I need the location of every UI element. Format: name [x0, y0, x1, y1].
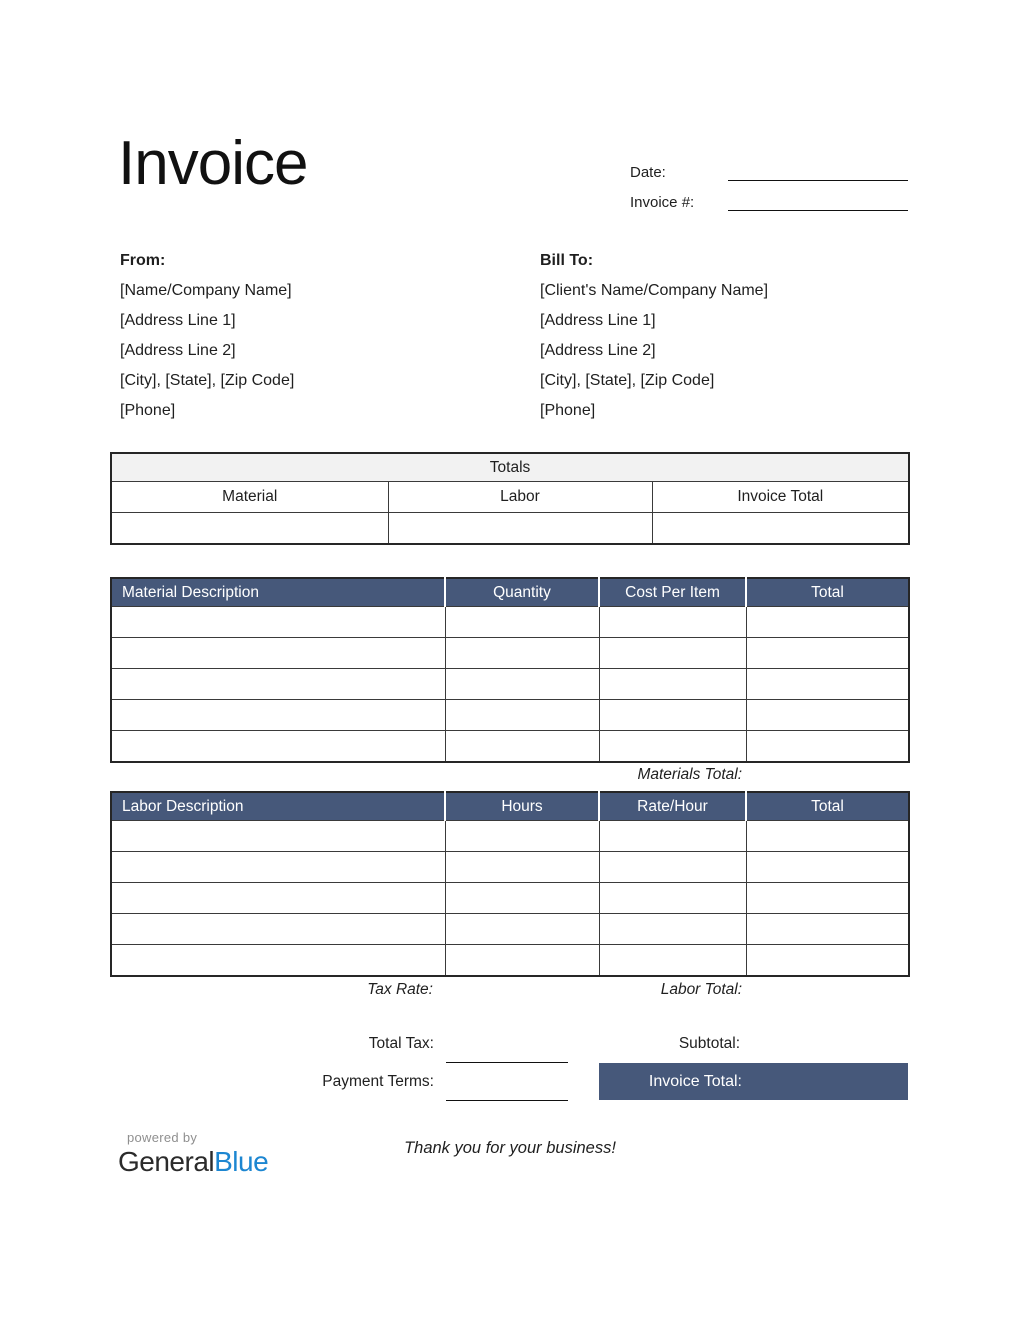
table-cell [445, 607, 599, 638]
totals-col-labor: Labor [388, 482, 652, 513]
date-fill-line [728, 159, 908, 181]
total-tax-fill-line [446, 1040, 568, 1063]
payment-terms-fill-line [446, 1078, 568, 1101]
invoice-number-label: Invoice #: [630, 194, 695, 211]
table-cell [111, 914, 445, 945]
table-cell [599, 945, 746, 977]
from-line: [Address Line 2] [120, 342, 236, 359]
totals-labor-value [388, 513, 652, 545]
from-heading: From: [120, 252, 166, 269]
table-cell [445, 669, 599, 700]
invoice-number-fill-line [728, 189, 908, 211]
table-cell [746, 945, 909, 977]
invoice-total-bar [599, 1063, 908, 1100]
table-cell [445, 945, 599, 977]
date-field [630, 159, 908, 181]
tax-rate-label: Tax Rate: [367, 981, 433, 998]
from-line: [Phone] [120, 402, 176, 419]
bill-to-line: [Client's Name/Company Name] [540, 282, 769, 299]
invoice-total-label: Invoice Total: [648, 1073, 742, 1090]
labor-row [111, 821, 909, 852]
thank-you-text: Thank you for your business! [404, 1139, 616, 1157]
materials-row [111, 607, 909, 638]
labor-row [111, 883, 909, 914]
totals-header-row [111, 482, 909, 513]
materials-col-cost-per-item: Cost Per Item [599, 578, 746, 607]
bill-to-line: [Address Line 1] [540, 312, 656, 329]
labor-col-total: Total [746, 792, 909, 821]
bill-to-heading: Bill To: [540, 252, 594, 269]
table-cell [445, 914, 599, 945]
invoice-number-field [630, 189, 908, 211]
table-cell [445, 638, 599, 669]
labor-total-label: Labor Total: [660, 981, 742, 998]
table-cell [746, 883, 909, 914]
table-cell [746, 731, 909, 763]
bill-to-line: [City], [State], [Zip Code] [540, 372, 715, 389]
table-cell [445, 821, 599, 852]
table-cell [599, 669, 746, 700]
totals-title-row [111, 453, 909, 482]
table-cell [445, 852, 599, 883]
labor-row [111, 914, 909, 945]
table-cell [111, 821, 445, 852]
materials-row [111, 731, 909, 763]
brand-general-text: General [118, 1146, 215, 1177]
materials-col-total: Total [746, 578, 909, 607]
labor-col-rate-per-hour: Rate/Hour [599, 792, 746, 821]
from-section [120, 246, 294, 426]
date-label: Date: [630, 164, 666, 181]
table-cell [111, 669, 445, 700]
table-cell [599, 638, 746, 669]
from-line: [Address Line 1] [120, 312, 236, 329]
table-cell [599, 883, 746, 914]
from-line: [City], [State], [Zip Code] [120, 372, 295, 389]
table-cell [445, 731, 599, 763]
totals-value-row [111, 513, 909, 545]
labor-header-row [111, 792, 909, 821]
totals-title: Totals [111, 453, 909, 482]
table-cell [111, 852, 445, 883]
totals-invoice-total-value [652, 513, 909, 545]
materials-total-label: Materials Total: [637, 766, 742, 783]
table-cell [445, 883, 599, 914]
payment-terms-label: Payment Terms: [322, 1073, 434, 1090]
table-cell [746, 852, 909, 883]
table-cell [746, 914, 909, 945]
table-cell [746, 821, 909, 852]
table-cell [746, 669, 909, 700]
materials-row [111, 669, 909, 700]
materials-row [111, 638, 909, 669]
materials-header-row [111, 578, 909, 607]
totals-material-value [111, 513, 388, 545]
labor-col-hours: Hours [445, 792, 599, 821]
bill-to-line: [Phone] [540, 402, 596, 419]
table-cell [111, 700, 445, 731]
table-cell [746, 638, 909, 669]
table-cell [111, 731, 445, 763]
brand-blue-text: Blue [214, 1146, 269, 1177]
materials-table [110, 577, 910, 763]
totals-col-material: Material [111, 482, 388, 513]
powered-by-text: powered by [127, 1130, 198, 1145]
table-cell [746, 607, 909, 638]
labor-table [110, 791, 910, 977]
table-cell [599, 852, 746, 883]
table-cell [746, 700, 909, 731]
materials-row [111, 700, 909, 731]
materials-col-quantity: Quantity [445, 578, 599, 607]
materials-col-description: Material Description [111, 578, 445, 607]
table-cell [599, 914, 746, 945]
from-line: [Name/Company Name] [120, 282, 292, 299]
totals-col-invoice-total: Invoice Total [652, 482, 909, 513]
table-cell [111, 607, 445, 638]
labor-col-description: Labor Description [111, 792, 445, 821]
table-cell [445, 700, 599, 731]
page-title: Invoice [118, 129, 308, 198]
table-cell [111, 638, 445, 669]
table-cell [599, 821, 746, 852]
table-cell [599, 731, 746, 763]
table-cell [599, 607, 746, 638]
table-cell [111, 945, 445, 977]
table-cell [111, 883, 445, 914]
bill-to-line: [Address Line 2] [540, 342, 656, 359]
bill-to-section [540, 246, 768, 426]
labor-row [111, 852, 909, 883]
labor-row [111, 945, 909, 977]
table-cell [599, 700, 746, 731]
subtotal-label: Subtotal: [678, 1035, 740, 1052]
total-tax-label: Total Tax: [368, 1035, 434, 1052]
totals-summary-table [110, 452, 910, 545]
